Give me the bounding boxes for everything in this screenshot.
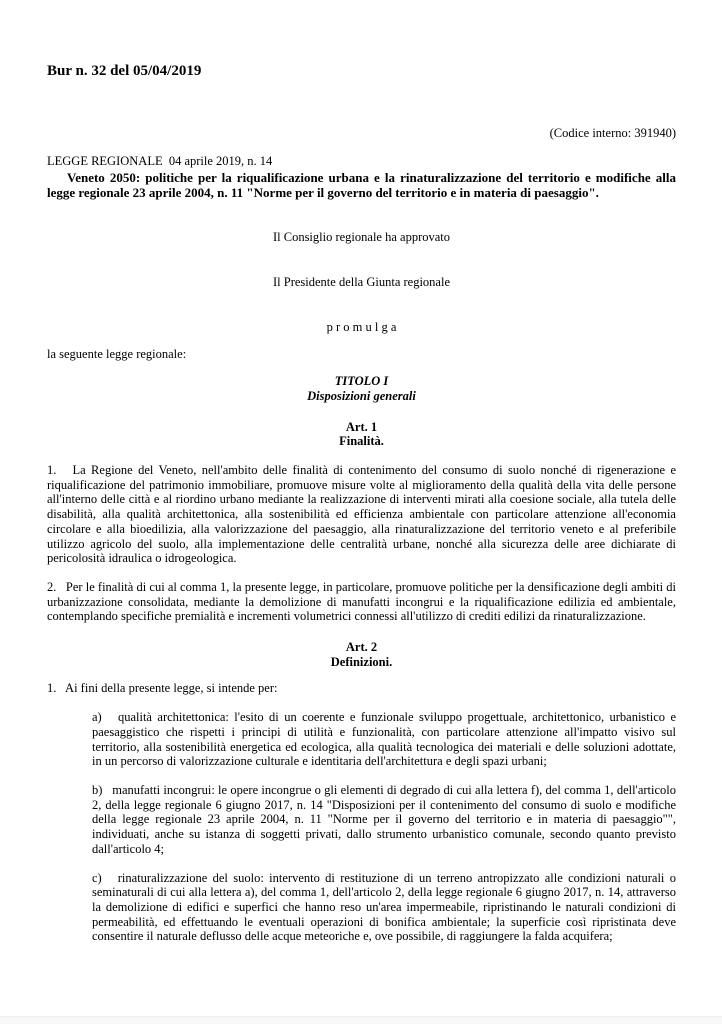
article-1-paragraph-1: 1. La Regione del Veneto, nell'ambito delle finalità di contenimento del consumo di suolo nonché di rigenerazione e riqualificazione del patrimonio immobiliare, promuove misure volte al miglioramento della qualità della vita delle persone all'interno delle città e al riordino urbano mediante la realizzazione di interventi mirati alla coesione sociale, alla tutela delle disabilità, alla qualità architettonica, alla sostenibilità ed efficienza ambientale con particolare attenzione all'economia circolare e alla bioedilizia, alla valorizzazione del paesaggio, alla rinaturalizzazione del territorio veneto e al preferibile utilizzo agricolo del suolo, alla implementazione delle centralità urbane, nonché alla sicurezza delle aree dichiarate di pericolosità idraulica o idrogeologica. bbox=[47, 463, 676, 566]
internal-code: (Codice interno: 391940) bbox=[549, 126, 676, 140]
promulga-line: p r o m u l g a bbox=[326, 319, 397, 334]
law-reference: LEGGE REGIONALE 04 aprile 2019, n. 14 bbox=[47, 153, 273, 168]
article-1-number: Art. 1 bbox=[345, 419, 378, 434]
definition-item-a: a) qualità architettonica: l'esito di un coerente e funzionale sviluppo progettuale, architettonico, urbanistico e paesaggistico che rispetti i principi di utilità e funzionalità, con particolare attenzione all'impatto visivo sul territorio, alla sostenibilità energetica ed ecologica, alla qualità tecnologica dei materiali e delle soluzioni adottate, in un percorso di valorizzazione culturale e identitaria dell'architettura e degli spazi urbani; bbox=[92, 710, 676, 769]
president-line: Il Presidente della Giunta regionale bbox=[272, 275, 451, 290]
titolo-block bbox=[47, 374, 676, 403]
article-2-number: Art. 2 bbox=[345, 640, 378, 655]
article-1-heading-block bbox=[47, 420, 676, 449]
definition-item-b: b) manufatti incongrui: le opere incongrue o gli elementi di degrado di cui alla lettera f), del comma 1, dell'articolo 2, della legge regionale 6 giugno 2017, n. 14 "Disposizioni per il contenimento del consumo di suolo e modifiche della legge regionale 23 aprile 2004, n. 11 "Norme per il governo del territorio e in materia di paesaggio"", individuati, anche su istanza di soggetti privati, dallo strumento urbanistico comunale, secondo quanto previsto dall'articolo 4; bbox=[92, 782, 676, 856]
page-bottom-edge bbox=[0, 1016, 722, 1024]
titolo-heading: TITOLO I bbox=[334, 374, 389, 389]
article-2-intro: 1. Ai fini della presente legge, si intende per: bbox=[47, 681, 278, 696]
council-approved-line: Il Consiglio regionale ha approvato bbox=[272, 230, 451, 245]
article-1-paragraph-2: 2. Per le finalità di cui al comma 1, la presente legge, in particolare, promuove politiche per la densificazione degli ambiti di urbanizzazione consolidata, mediante la demolizione di manufatti incongrui e la riqualificazione edilizia ed ambientale, contemplando specifiche premialità e incrementi volumetrici connessi all'utilizzo di crediti edilizi da rinaturalizzazione. bbox=[47, 579, 676, 624]
bulletin-number: Bur n. 32 del 05/04/2019 bbox=[47, 63, 202, 79]
law-title: Veneto 2050: politiche per la riqualificazione urbana e la rinaturalizzazione del territorio e modifiche alla legge regionale 23 aprile 2004, n. 11 "Norme per il governo del territorio e in materia di paesaggio". bbox=[47, 170, 676, 201]
article-1-title: Finalità. bbox=[339, 434, 384, 449]
titolo-subtitle: Disposizioni generali bbox=[307, 388, 416, 403]
definition-item-c: c) rinaturalizzazione del suolo: intervento di restituzione di un terreno antropizzato alle condizioni naturali o seminaturali di cui alla lettera a), del comma 1, dell'articolo 2, della legge regionale 6 giugno 2017, n. 14, attraverso la demolizione di edifici e superfici che hanno reso un'area impermeabile, ripristinando le naturali condizioni di permeabilità, ed effettuando le eventuali operazioni di bonifica ambientale; la superficie così ripristinata deve consentire il naturale deflusso delle acque meteoriche e, ove possibile, di raggiungere la falda acquifera; bbox=[92, 870, 676, 944]
article-2-heading-block bbox=[47, 640, 676, 669]
following-law-line: la seguente legge regionale: bbox=[47, 346, 187, 361]
article-2-title: Definizioni. bbox=[330, 654, 393, 669]
